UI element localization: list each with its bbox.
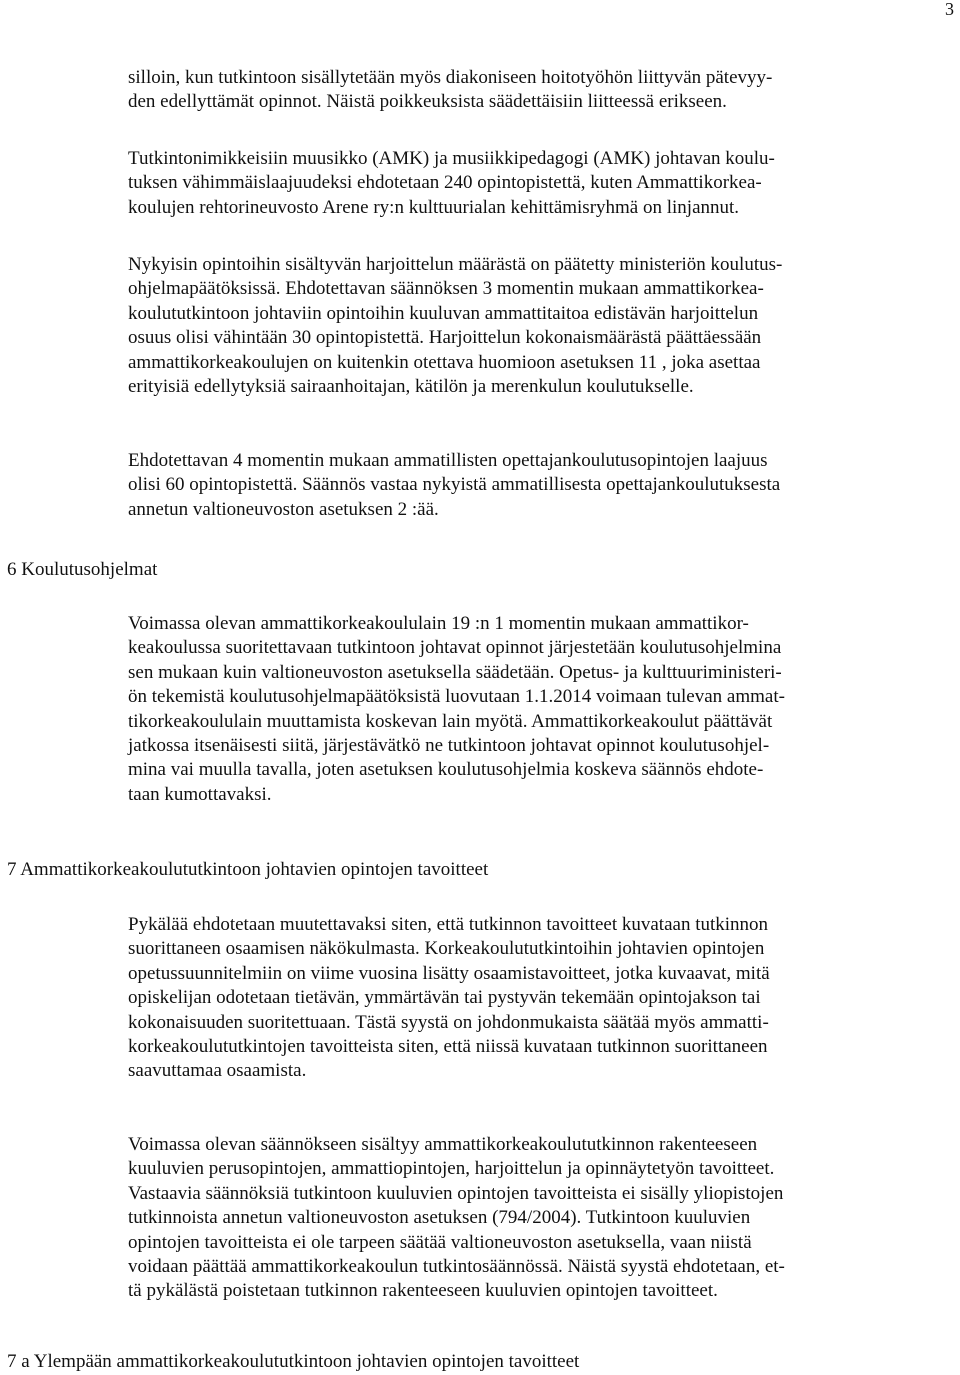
- paragraph-diakonia-exception: silloin, kun tutkintoon sisällytetään myös diakoniseen hoitotyöhön liittyvän pätevyy- den edellyttämät opinnot. Näistä poikkeuksista säädettäisiin liitteessä erikseen.: [128, 67, 773, 113]
- paragraph-learning-outcomes: Pykälää ehdotetaan muutettavaksi siten, että tutkinnon tavoitteet kuvataan tutkinnon suorittaneen osaamisen näkökulmasta. Korkeakoulututkintoihin johtavien opintojen opetussuunnitelmiin on viime vuosina lisätty osaamistavoitteet, jotka kuvaavat, mitä opiskelijan odotetaan tietävän, ymmärtävän tai pystyvän tekemään opintojakson tai kokonaisuuden suoritettuaan. Tästä syystä on johdonmukaista säätää myös ammatti- korkeakoulututkintojen tavoitteista siten, että niissä kuvataan tutkinnon suorittaneen saavuttamaa osaamista.: [128, 914, 770, 1082]
- paragraph-degree-programmes: Voimassa olevan ammattikorkeakoululain 19 :n 1 momentin mukaan ammattikor- keakoulussa suoritettavaan tutkintoon johtavat opinnot järjestetään koulutusohjelmina sen mukaan kuin valtioneuvoston asetuksella säädetään. Opetus- ja kulttuuriministeri- ön tekemistä koulutusohjelmapäätöksistä luovutaan 1.1.2014 voimaan tulevan ammat- tikorkeakoululain muuttamista koskevan lain myötä. Ammattikorkeakoulut päättävät jatkossa itsenäisesti siitä, järjestävätkö ne tutkintoon johtavat opinnot koulutusohjel- mina vai muulla tavalla, joten asetuksen koulutusohjelmia koskeva säännös ehdote- taan kumottavaksi.: [128, 613, 785, 805]
- paragraph-teacher-training-scope: Ehdotettavan 4 momentin mukaan ammatillisten opettajankoulutusopintojen laajuus olisi 60 opintopistettä. Säännös vastaa nykyistä ammatillisesta opettajankoulutuksesta annetun valtioneuvoston asetuksen 2 :ää.: [128, 450, 781, 520]
- section-heading-6: 6 Koulutusohjelmat: [7, 559, 158, 580]
- paragraph-music-degree-scope: Tutkintonimikkeisiin muusikko (AMK) ja musiikkipedagogi (AMK) johtavan koulu- tuksen vähimmäislaajuudeksi ehdotetaan 240 opintopistettä, kuten Ammattikorkea- koulujen rehtorineuvosto Arene ry:n kulttuurialan kehittämisryhmä on linjannut.: [128, 148, 775, 218]
- page-number: 3: [945, 0, 954, 19]
- paragraph-degree-structure-goals: Voimassa olevan säännökseen sisältyy ammattikorkeakoulututkinnon rakenteeseen kuuluvien perusopintojen, ammattiopintojen, harjoittelun ja opinnäytetyön tavoitteet. Vastaavia säännöksiä tutkintoon kuuluvien opintojen tavoitteista ei sisälly yliopistojen tutkinnoista annetun valtioneuvoston asetuksen (794/2004). Tutkintoon kuuluvien opintojen tavoitteista ei ole tarpeen säätää valtioneuvoston asetuksella, vaan niistä voidaan päättää ammattikorkeakoulun tutkintosäännössä. Näistä syystä ehdotetaan, et- tä pykälästä poistetaan tutkinnon rakenteeseen kuuluvien opintojen tavoitteet.: [128, 1134, 785, 1302]
- paragraph-internship-scope: Nykyisin opintoihin sisältyvän harjoittelun määrästä on päätetty ministeriön koulutus- ohjelmapäätöksissä. Ehdotettavan säännöksen 3 momentin mukaan ammattikorkea- koulututkintoon johtaviin opintoihin kuuluvan ammattitaitoa edistävän harjoittelun osuus olisi vähintään 30 opintopistettä. Harjoittelun kokonaismäärästä päättäessään ammattikorkeakoulujen on kuitenkin otettava huomioon asetuksen 11 , joka asettaa erityisiä edellytyksiä sairaanhoitajan, kätilön ja merenkulun koulutukselle.: [128, 254, 783, 398]
- section-heading-7a: 7 a Ylempään ammattikorkeakoulututkintoon johtavien opintojen tavoitteet: [7, 1351, 580, 1372]
- section-heading-7: 7 Ammattikorkeakoulututkintoon johtavien opintojen tavoitteet: [7, 859, 489, 880]
